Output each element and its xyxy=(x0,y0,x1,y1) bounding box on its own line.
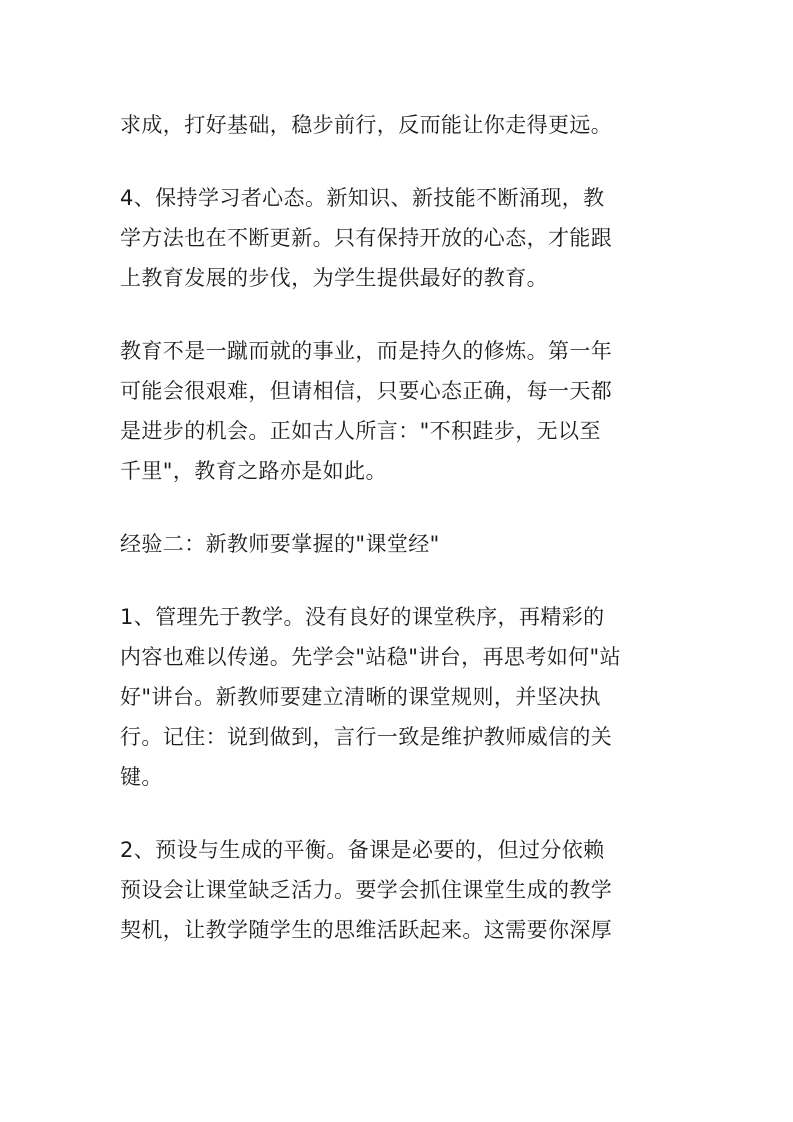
text-line: 契机，让教学随学生的思维活跃起来。这需要你深厚 xyxy=(120,918,613,942)
text-line: 好"讲台。新教师要建立清晰的课堂规则，并坚决执 xyxy=(120,685,601,709)
text-line: 千里"，教育之路亦是如此。 xyxy=(120,459,387,483)
text-line: 行。记住：说到做到，言行一致是维护教师威信的关 xyxy=(120,725,613,749)
document-body xyxy=(120,105,680,983)
text-line: 内容也难以传递。先学会"站稳"讲台，再思考如何"站 xyxy=(120,645,621,669)
text-line: 是进步的机会。正如古人所言："不积跬步，无以至 xyxy=(120,419,601,443)
paragraph-preset-generation xyxy=(120,830,680,950)
text-line: 键。 xyxy=(120,765,163,789)
text-line: 教育不是一蹴而就的事业，而是持久的修炼。第一年 xyxy=(120,339,613,363)
text-line: 学方法也在不断更新。只有保持开放的心态，才能跟 xyxy=(120,226,613,250)
section-heading-experience-two xyxy=(120,524,680,564)
paragraph-education-journey xyxy=(120,331,680,491)
paragraph-learner-mindset xyxy=(120,178,680,298)
paragraph-continuation xyxy=(120,105,680,145)
text-line: 1、管理先于教学。没有良好的课堂秩序，再精彩的 xyxy=(120,605,605,629)
text-line: 可能会很艰难，但请相信，只要心态正确，每一天都 xyxy=(120,379,613,403)
text-line: 经验二：新教师要掌握的"课堂经" xyxy=(120,532,440,556)
text-line: 求成，打好基础，稳步前行，反而能让你走得更远。 xyxy=(120,113,613,137)
text-line: 4、保持学习者心态。新知识、新技能不断涌现，教 xyxy=(120,186,605,210)
text-line: 2、预设与生成的平衡。备课是必要的，但过分依赖 xyxy=(120,838,605,862)
text-line: 预设会让课堂缺乏活力。要学会抓住课堂生成的教学 xyxy=(120,878,613,902)
text-line: 上教育发展的步伐，为学生提供最好的教育。 xyxy=(120,266,548,290)
paragraph-management-first xyxy=(120,597,680,797)
